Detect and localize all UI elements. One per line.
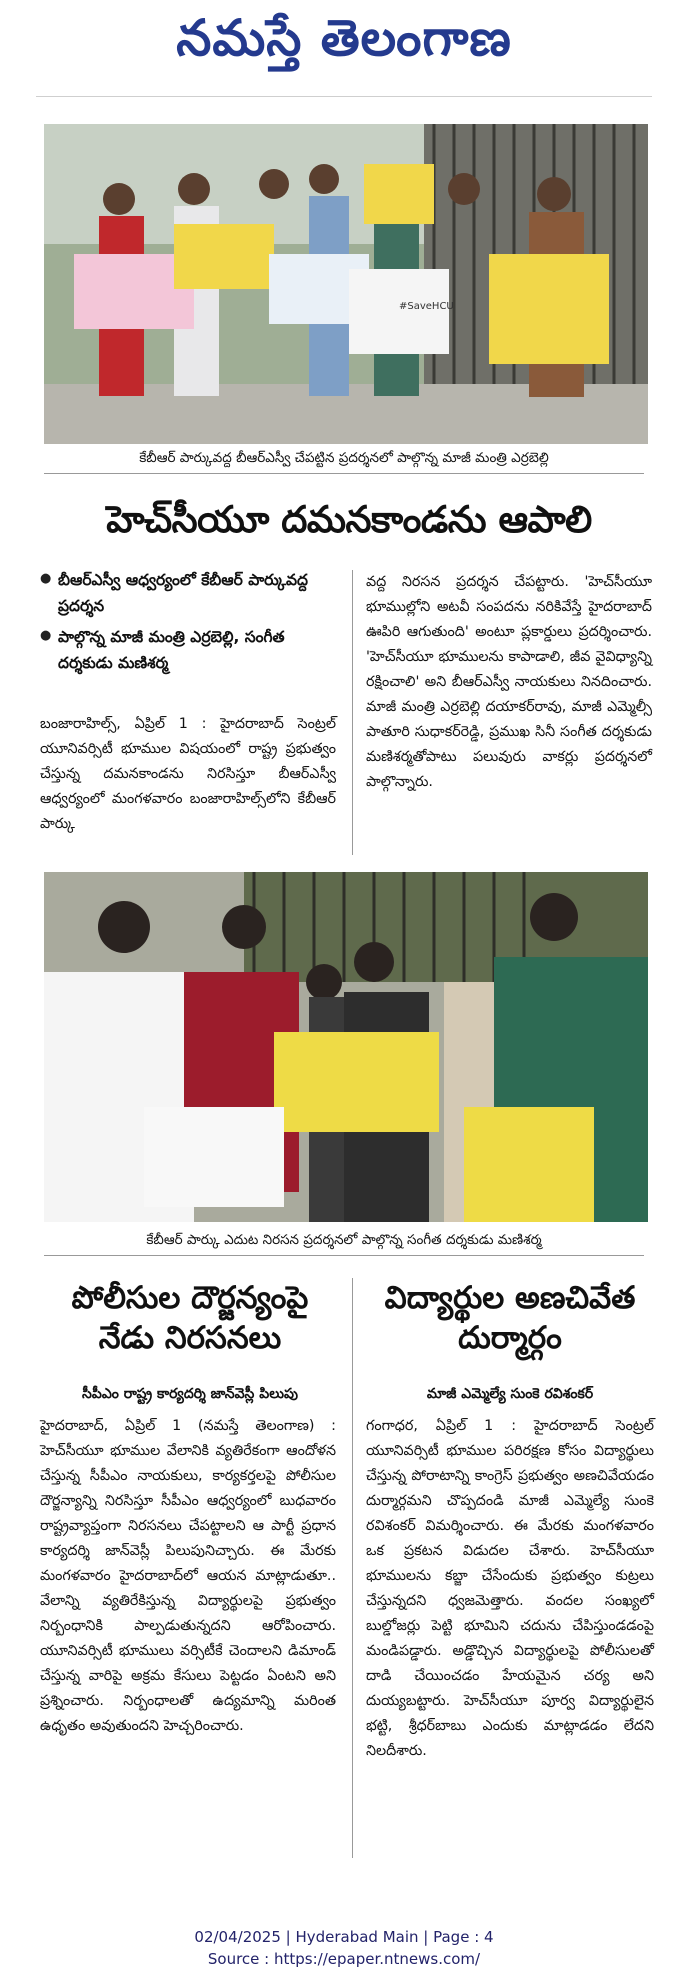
bullet-item: ● పాల్గొన్న మాజీ మంత్రి ఎర్రబెల్లి, సంగీత దర్శకుడు మణిశర్మ [40,625,336,676]
footer-date-edition: 02/04/2025 | Hyderabad Main | Page : 4 [194,1928,494,1946]
story1-left-text: బంజారాహిల్స్, ఏప్రిల్ 1 : హైదరాబాద్ సెంట్రల్ యూనివర్సిటీ భూముల విషయంలో రాష్ట్ర ప్రభుత్వం చేస్తున్న దమనకాండను నిరసిస్తూ బీఆర్‌ఎస్వీ ఆధ్వర్యంలో మంగళవారం బంజారాహిల్స్‌లోని కేబీఆర్ పార్కు [40,716,336,833]
main-headline: హెచ్‌సీయూ దమనకాండను ఆపాలి [106,498,592,541]
photo1-caption: కేబీఆర్ పార్కువద్ద బీఆర్‌ఎస్వీ చేపట్టిన ప్రదర్శనలో పాల్గొన్న మాజీ మంత్రి ఎర్రబెల్లి [44,450,644,474]
story1-right-text: వద్ద నిరసన ప్రదర్శన చేపట్టారు. 'హెచ్‌సీయూ భూముల్లోని అటవీ సంపదను నరికివేస్తే హైదరాబాద్ ఊపిరి ఆగుతుంది' అంటూ ప్లకార్డులు ప్రదర్శించారు. 'హెచ్‌సీయూ భూములను కాపాడాలి, జీవ వైవిధ్యాన్ని రక్షించాలి' అని బీఆర్‌ఎస్వీ నాయకులు నినదించారు. మాజీ మంత్రి ఎర్రబెల్లి దయాకర్‌రావు, మాజీ ఎమ్మెల్సీ పాతూరి సుధాకర్‌రెడ్డి, ప్రముఖ సినీ సంగీత దర్శకుడు మణిశర్మతోపాటు పలువురు వాకర్లు ప్రదర్శనలో పాల్గొన్నారు. [366,574,652,791]
story2-headline: పోలీసుల దౌర్జన్యంపై నేడు నిరసనలు [71,1280,309,1357]
masthead: నమస్తే తెలంగాణ [176,8,512,67]
story2-subhead: సీపీఎం రాష్ట్ర కార్యదర్శి జాన్‌వెస్లీ పిలుపు [82,1386,298,1402]
footer-source: Source : https://epaper.ntnews.com/ [207,1950,481,1968]
column-divider [352,570,353,855]
masthead-rule [36,96,652,97]
photo2-caption: కేబీఆర్ పార్కు ఎదుట నిరసన ప్రదర్శనలో పాల్గొన్న సంగీత దర్శకుడు మణిశర్మ [44,1232,644,1256]
story2-body: హైదరాబాద్, ఏప్రిల్ 1 (నమస్తే తెలంగాణ) : హెచ్‌సీయూ భూముల వేలానికి వ్యతిరేకంగా ఆందోళన చేస్తున్న సీపీఎం నాయకులు, కార్యకర్తలపై పోలీసుల దౌర్జన్యాన్ని నిరసిస్తూ సీపీఎం ఆధ్వర్యంలో బుధవారం రాష్ట్రవ్యాప్తంగా నిరసనలు చేపట్టాలని ఆ పార్టీ ప్రధాన కార్యదర్శి జాన్‌వెస్లీ పిలుపునిచ్చారు. ఈ మేరకు మంగళవారం హైదరాబాద్‌లో ఆయన మాట్లాడుతూ.. వేలాన్ని వ్యతిరేకిస్తున్న విద్యార్థులపై ప్రభుత్వం నిర్బంధానికి పాల్పడుతున్నదని ఆరోపించారు. యూనివర్సిటీ భూములు వర్సిటీకే చెందాలని డిమాండ్ చేస్తున్న వారిపై అక్రమ కేసులు పెట్టడం ఏంటని అని ప్రశ్నించారు. నిర్బంధాలతో ఉద్యమాన్ని మరింత ఉధృతం అవుతుందని హెచ్చరించారు. [40,1418,336,1735]
story3-headline: విద్యార్థుల అణచివేత దుర్మార్గం [384,1280,636,1357]
protest-photo-2 [44,872,648,1222]
bullet-item: ● బీఆర్‌ఎస్వీ ఆధ్వర్యంలో కేబీఆర్ పార్కువద్ద ప్రదర్శన [40,568,336,619]
placard-text: #SaveHCU [399,301,454,312]
column-divider [352,1278,353,1858]
bullet-list [40,568,336,682]
protest-photo-1 [44,124,648,444]
story3-body: గంగాధర, ఏప్రిల్ 1 : హైదరాబాద్ సెంట్రల్ యూనివర్సిటీ భూముల పరిరక్షణ కోసం విద్యార్థులు చేస్తున్న పోరాటాన్ని కాంగ్రెస్ ప్రభుత్వం అణచివేయడం దుర్మార్గమని చొప్పదండి మాజీ ఎమ్మెల్యే సుంకె రవిశంకర్ విమర్శించారు. ఈ మేరకు మంగళవారం ఒక ప్రకటన విడుదల చేశారు. హెచ్‌సీయూ భూములను కబ్జా చేసేందుకు ప్రభుత్వం కుట్రలు చేస్తున్నదని ధ్వజమెత్తారు. వందల సంఖ్యలో బుల్డోజర్లు పెట్టి భూమిని చదును చేపిస్తుండడంపై మండిపడ్డారు. అడ్డొచ్చిన విద్యార్థులపై పోలీసులతో దాడి చేయించడం హేయమైన చర్య అని దుయ్యబట్టారు. హెచ్‌సీయూ పూర్వ విద్యార్థులైన భట్టి, శ్రీధర్‌బాబు ఎందుకు మాట్లాడడం లేదని నిలదీశారు. [366,1418,654,1760]
story3-subhead: మాజీ ఎమ్మెల్యే సుంకె రవిశంకర్ [426,1386,594,1402]
